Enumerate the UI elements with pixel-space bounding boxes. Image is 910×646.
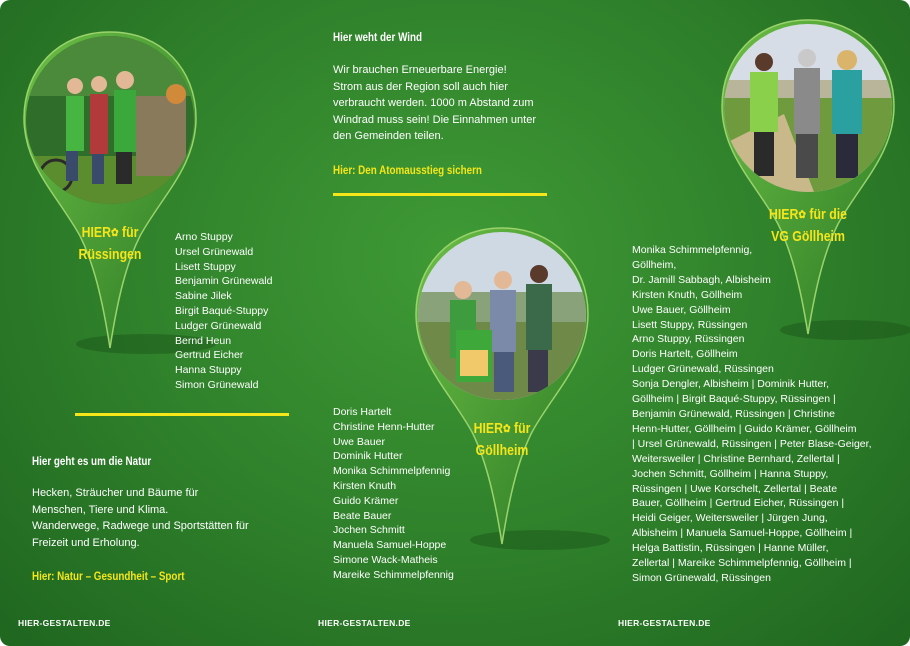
- list-item: Lisett Stuppy: [175, 260, 236, 273]
- heading-nature: Hier geht es um die Natur: [32, 454, 152, 468]
- footer-url[interactable]: HIER-GESTALTEN.DE: [18, 618, 111, 628]
- sunflower-icon: ✿: [502, 423, 511, 435]
- paragraph-wind: [333, 62, 583, 145]
- list-item: Doris Hartelt, Göllheim: [632, 348, 738, 361]
- list-item: Uwe Bauer, Göllheim: [632, 303, 731, 316]
- group-photo-image: [724, 24, 892, 192]
- sunflower-icon: ✿: [798, 209, 806, 221]
- paragraph-line: Menschen, Tiere und Klima.: [32, 503, 169, 516]
- list-item: Helga Battistin, Rüssingen | Hanne Müller,: [632, 542, 829, 555]
- slogan-nature: Hier: Natur – Gesundheit – Sport: [32, 569, 185, 583]
- list-item: Henn-Hutter, Göllheim | Guido Krämer, Göllheim: [632, 422, 857, 435]
- names-list-ruessingen: [175, 230, 272, 393]
- list-item: Bernd Heun: [175, 334, 232, 347]
- list-item: Monika Schimmelpfennig,: [632, 244, 753, 256]
- list-item: Weitersweiler | Christine Bernhard, Zellertal |: [632, 452, 840, 465]
- list-item: Benjamin Grünewald, Rüssingen | Christine: [632, 407, 835, 420]
- footer-url[interactable]: HIER-GESTALTEN.DE: [318, 618, 411, 628]
- list-item: Ludger Grünewald, Rüssingen: [632, 363, 774, 376]
- list-item: Birgit Baqué-Stuppy: [175, 304, 269, 317]
- list-item: Uwe Bauer: [333, 435, 385, 448]
- list-item: Ludger Grünewald: [175, 319, 262, 332]
- slogan-wind: Hier: Den Atomausstieg sichern: [333, 163, 482, 177]
- paragraph-line: den Gemeinden teilen.: [333, 130, 444, 142]
- list-item: Ursel Grünewald: [175, 245, 254, 258]
- list-item: Simon Grünewald: [175, 378, 259, 391]
- pin-label-goellheim: [461, 418, 543, 462]
- list-item: Heidi Geiger, Weitersweiler | Jürgen Jung,: [632, 512, 828, 525]
- divider-rule: [333, 193, 547, 196]
- list-item: | Ursel Grünewald, Rüssingen | Peter Blase-Geiger,: [632, 437, 872, 450]
- list-item: Simone Wack-Matheis: [333, 553, 438, 566]
- list-item: Zellertal | Mareike Schimmelpfennig, Göllheim |: [632, 557, 852, 570]
- group-photo-image: [418, 232, 586, 400]
- list-item: Simon Grünewald, Rüssingen: [632, 571, 771, 584]
- hier-brand: HIER: [81, 224, 111, 241]
- heading-wind: Hier weht der Wind: [333, 30, 423, 44]
- list-item: Christine Henn-Hutter: [333, 420, 435, 433]
- pin-for: für: [121, 224, 139, 241]
- list-item: Bauer, Göllheim | Gertrud Eicher, Rüssingen |: [632, 497, 845, 510]
- list-item: Sabine Jilek: [175, 290, 232, 303]
- list-item: Gertrud Eicher: [175, 349, 244, 362]
- list-item: Göllheim,: [632, 258, 677, 271]
- pin-place: Göllheim: [475, 442, 529, 459]
- list-item: Dr. Jamill Sabbagh, Albisheim: [632, 273, 771, 286]
- list-item: Beate Bauer: [333, 509, 392, 522]
- paragraph-line: Strom aus der Region soll auch hier: [333, 80, 508, 93]
- list-item: Hanna Stuppy: [175, 364, 242, 377]
- paragraph-line: Wanderwege, Radwege und Sportstätten für: [32, 520, 249, 532]
- hier-brand: HIER: [769, 206, 799, 223]
- footer-url[interactable]: HIER-GESTALTEN.DE: [618, 618, 711, 628]
- list-item: Kirsten Knuth: [333, 479, 397, 492]
- list-item: Monika Schimmelpfennig: [333, 465, 451, 478]
- photo-goellheim-group: [418, 232, 586, 400]
- pin-place: Rüssingen: [78, 246, 142, 263]
- paragraph-line: verbraucht werden. 1000 m Abstand zum: [333, 97, 534, 109]
- list-item: Jochen Schmitt, Göllheim | Hanna Stuppy,: [632, 467, 829, 480]
- pin-label-vg-goellheim: [757, 204, 859, 248]
- names-list-goellheim: [333, 405, 454, 583]
- list-item: Manuela Samuel-Hoppe: [333, 539, 447, 552]
- pin-place: VG Göllheim: [771, 228, 845, 245]
- paragraph-line: Wir brauchen Erneuerbare Energie!: [333, 64, 507, 76]
- list-item: Rüssingen | Uwe Korschelt, Zellertal | Beate: [632, 482, 838, 495]
- group-photo-image: [26, 36, 194, 204]
- list-item: Arno Stuppy, Rüssingen: [632, 333, 745, 346]
- list-item: Doris Hartelt: [333, 406, 392, 418]
- paragraph-line: Freizeit und Erholung.: [32, 536, 140, 549]
- list-item: Mareike Schimmelpfennig: [333, 568, 454, 581]
- pin-label-ruessingen: [69, 222, 151, 266]
- list-item: Lisett Stuppy, Rüssingen: [632, 318, 748, 331]
- divider-rule: [75, 413, 289, 416]
- list-item: Benjamin Grünewald: [175, 275, 273, 288]
- pin-for: für die: [809, 206, 847, 223]
- photo-ruessingen-group: [26, 36, 194, 204]
- pin-for: für: [513, 420, 531, 437]
- list-item: Guido Krämer: [333, 494, 399, 507]
- list-item: Sonja Dengler, Albisheim | Dominik Hutter,: [632, 378, 830, 391]
- sunflower-icon: ✿: [110, 227, 119, 239]
- list-item: Arno Stuppy: [175, 231, 233, 243]
- paragraph-nature: [32, 485, 292, 551]
- list-item: Albisheim | Manuela Samuel-Hoppe, Göllheim |: [632, 527, 853, 540]
- photo-vg-goellheim-group: [724, 24, 892, 192]
- paragraph-line: Hecken, Sträucher und Bäume für: [32, 487, 199, 499]
- list-item: Göllheim | Birgit Baqué-Stuppy, Rüssingen |: [632, 393, 836, 406]
- hier-brand: HIER: [473, 420, 503, 437]
- list-item: Dominik Hutter: [333, 450, 403, 463]
- names-list-vg-goellheim: [632, 243, 872, 586]
- list-item: Jochen Schmitt: [333, 524, 405, 537]
- paragraph-line: Windrad muss sein! Die Einnahmen unter: [333, 113, 536, 126]
- list-item: Kirsten Knuth, Göllheim: [632, 288, 743, 301]
